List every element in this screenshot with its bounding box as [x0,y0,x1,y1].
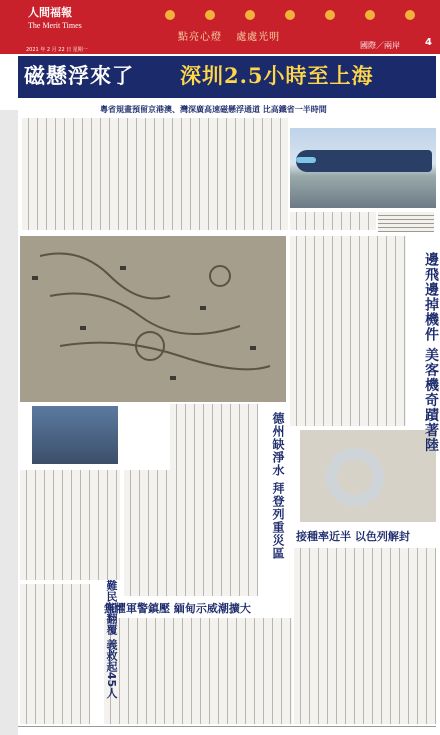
myanmar-story-text [104,618,292,724]
aerial-parking-photo [20,236,286,402]
plane-story-text [290,236,406,426]
engine-cowling-shape [326,448,384,506]
dateline: 2021 年 2 月 22 日 星期一 [26,47,88,53]
side-column-text [20,470,120,580]
newspaper-logo [28,4,98,44]
logo-chinese: 人間福報 [28,6,72,19]
refugee-story-text [20,584,90,724]
headline-part2: 深圳2.5小時至上海 [180,63,374,88]
page-margin-strip [0,110,18,735]
section-label: 國際／兩岸 [360,41,400,50]
myanmar-headline: 無懼軍警鎮壓 緬甸示威潮擴大 [104,602,251,615]
bottom-rule [18,726,436,727]
plane-headline: 邊飛邊掉機件 美客機奇蹟著陸 [423,252,439,453]
texas-story-text [170,404,258,596]
slogan-right: 處處光明 [236,32,281,43]
refugee-headline: 難民船翻覆 義救起45人 [105,580,118,699]
slogan-left: 點亮心燈 [178,32,222,43]
subheadline: 粵省規畫預留京港澳、灣深廣高速磁懸浮通道 比高鐵省一半時間 [100,105,327,114]
israel-headline: 接種率近半 以色列解封 [296,530,410,543]
lantern-decoration-icon [150,6,440,24]
texas-headline: 德州缺淨水 拜登列重災區 [271,412,285,561]
slogan [178,28,290,43]
maglev-train-shape [296,150,432,172]
texas-story-text-cont [124,470,170,596]
texas-water-photo [30,404,120,466]
page-number: 4 [425,37,432,48]
logo-english: The Merit Times [28,21,82,30]
train-headlight [296,157,316,163]
photo-caption-text [290,212,376,230]
maglev-photo-caption [378,212,434,232]
lead-story-text [22,118,288,230]
headline-part1: 磁懸浮來了 [24,63,134,88]
israel-story-text [294,548,436,724]
